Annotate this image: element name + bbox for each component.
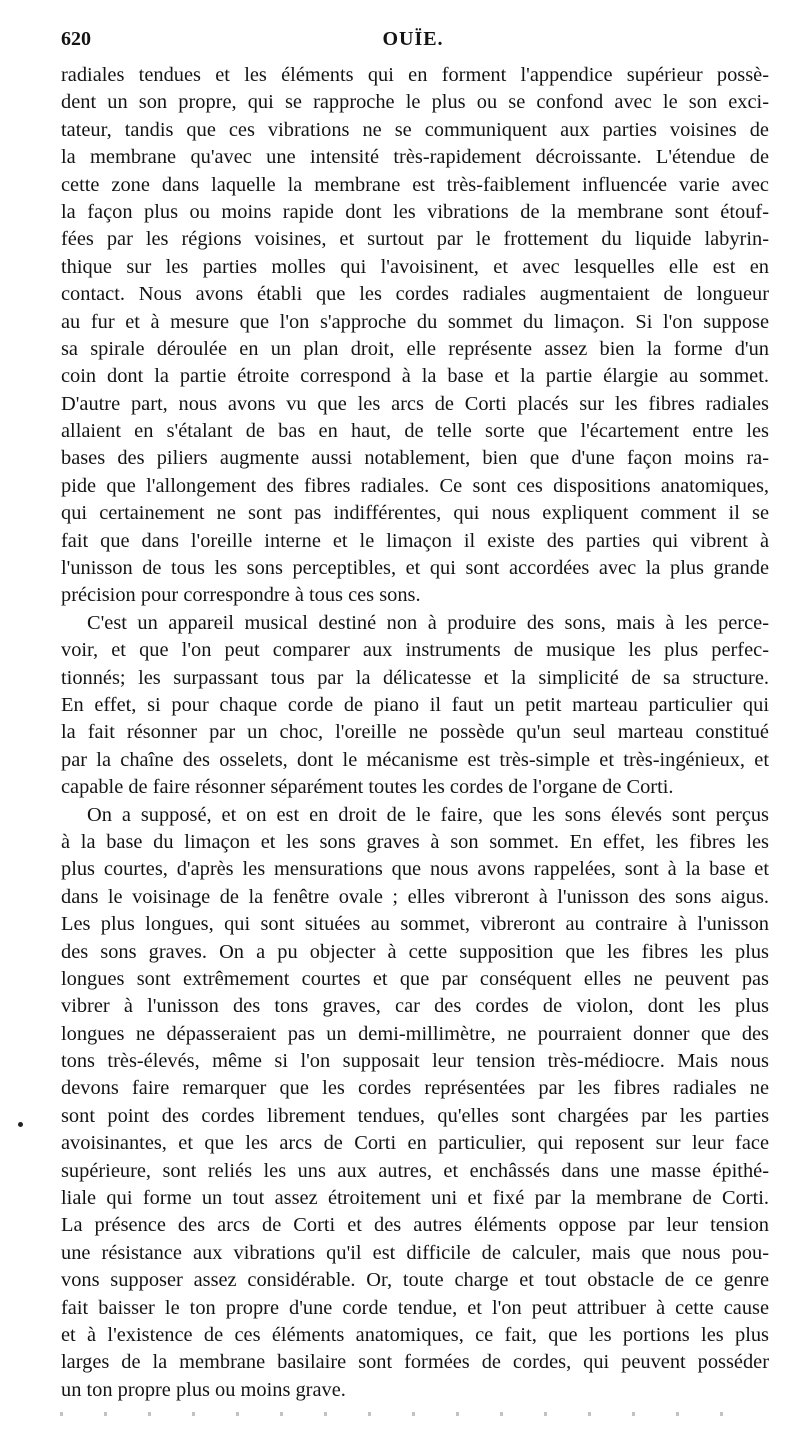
text-line: supérieure, sont reliés les uns aux autres, et enchâssés dans une masse épithé- bbox=[61, 1159, 769, 1182]
text-line: On a supposé, et on est en droit de le faire, que les sons élevés sont perçus bbox=[87, 803, 769, 826]
text-line: C'est un appareil musical destiné non à produire des sons, mais à les perce- bbox=[87, 611, 769, 634]
text-line: vons supposer assez considérable. Or, toute charge et tout obstacle de ce genre bbox=[61, 1269, 769, 1292]
text-line: allaient en s'étalant de bas en haut, de telle sorte que l'écartement entre les bbox=[61, 420, 769, 443]
page-number: 620 bbox=[61, 28, 91, 50]
text-line: La présence des arcs de Corti et des autres éléments oppose par leur tension bbox=[61, 1214, 769, 1237]
text-line: la membrane qu'avec une intensité très-rapidement décroissante. L'étendue de bbox=[61, 146, 769, 169]
text-line: précision pour correspondre à tous ces sons. bbox=[61, 584, 421, 607]
text-line: En effet, si pour chaque corde de piano il faut un petit marteau particulier qui bbox=[61, 693, 769, 716]
text-line: dans le voisinage de la fenêtre ovale ; elles vibreront à l'unisson des sons aigus. bbox=[61, 885, 769, 908]
text-line: voir, et que l'on peut comparer aux instruments de musique les plus perfec- bbox=[61, 639, 769, 662]
text-line: thique sur les parties molles qui l'avoisinent, et avec lesquelles elle est en bbox=[61, 255, 769, 278]
text-line: coin dont la partie étroite correspond à la base et la partie élargie au sommet. bbox=[61, 365, 769, 388]
text-line: fées par les régions voisines, et surtout par le frottement du liquide labyrin- bbox=[61, 228, 769, 251]
text-line: fait baisser le ton propre d'une corde tendue, et l'on peut attribuer à cette cause bbox=[61, 1296, 769, 1319]
margin-mark bbox=[18, 1122, 23, 1127]
paragraph bbox=[61, 802, 769, 1405]
text-line: contact. Nous avons établi que les cordes radiales augmentaient de longueur bbox=[61, 283, 769, 306]
text-line: fait que dans l'oreille interne et le limaçon il existe des parties qui vibrent à bbox=[61, 529, 769, 552]
paragraph bbox=[61, 610, 769, 802]
text-line: devons faire remarquer que les cordes représentées par les fibres radiales ne bbox=[61, 1077, 769, 1100]
text-line: plus courtes, d'après les mensurations que nous avons rappelées, sont à la base et bbox=[61, 858, 769, 881]
text-line: larges de la membrane basilaire sont formées de cordes, qui peuvent posséder bbox=[61, 1351, 769, 1374]
text-line: longues ne dépasseraient pas un demi-millimètre, ne pourraient donner que des bbox=[61, 1022, 769, 1045]
text-line: à la base du limaçon et les sons graves à son sommet. En effet, les fibres les bbox=[61, 830, 769, 853]
text-line: sont point des cordes librement tendues, qu'elles sont chargées par les parties bbox=[61, 1104, 769, 1127]
text-line: l'unisson de tous les sons perceptibles, et qui sont accordées avec la plus grande bbox=[61, 557, 769, 580]
text-line: D'autre part, nous avons vu que les arcs de Corti placés sur les fibres radiales bbox=[61, 392, 769, 415]
text-line: une résistance aux vibrations qu'il est difficile de calculer, mais que nous pou- bbox=[61, 1241, 769, 1264]
text-line: capable de faire résonner séparément toutes les cordes de l'organe de Corti. bbox=[61, 776, 674, 799]
text-line: bases des piliers augmente aussi notablement, bien que d'une façon moins ra- bbox=[61, 447, 769, 470]
text-line: qui certainement ne sont pas indifférentes, qui nous expliquent comment il se bbox=[61, 502, 769, 525]
text-line: tateur, tandis que ces vibrations ne se communiquent aux parties voisines de bbox=[61, 118, 769, 141]
text-line: un ton propre plus ou moins grave. bbox=[61, 1378, 346, 1401]
text-line: des sons graves. On a pu objecter à cette supposition que les fibres les plus bbox=[61, 940, 769, 963]
text-line: et à l'existence de ces éléments anatomiques, ce fait, que les portions les plus bbox=[61, 1323, 769, 1346]
text-line: tons très-élevés, même si l'on supposait leur tension très-médiocre. Mais nous bbox=[61, 1050, 769, 1073]
page-header bbox=[61, 28, 765, 54]
text-line: Les plus longues, qui sont situées au sommet, vibreront au contraire à l'unisson bbox=[61, 913, 769, 936]
text-line: radiales tendues et les éléments qui en forment l'appendice supérieur possè- bbox=[61, 64, 769, 86]
text-line: dent un son propre, qui se rapproche le plus ou se confond avec le son exci- bbox=[61, 91, 769, 114]
running-title: OUÏE. bbox=[382, 28, 444, 50]
text-line: sa spirale déroulée en un plan droit, elle représente assez bien la forme d'un bbox=[61, 337, 769, 360]
text-line: tionnés; les surpassant tous par la délicatesse et la simplicité de sa structure. bbox=[61, 666, 769, 689]
text-line: au fur et à mesure que l'on s'approche du sommet du limaçon. Si l'on suppose bbox=[61, 310, 769, 333]
text-line: longues sont extrêmement courtes et que par conséquent elles ne peuvent pas bbox=[61, 967, 769, 990]
body-text bbox=[61, 62, 769, 1404]
text-line: avoisinantes, et que les arcs de Corti en particulier, qui reposent sur leur face bbox=[61, 1132, 769, 1155]
paragraph bbox=[61, 62, 769, 610]
text-line: pide que l'allongement des fibres radiales. Ce sont ces dispositions anatomiques, bbox=[61, 474, 769, 497]
text-line: cette zone dans laquelle la membrane est très-faiblement influencée varie avec bbox=[61, 173, 769, 196]
text-line: la façon plus ou moins rapide dont les vibrations de la membrane sont étouf- bbox=[61, 200, 769, 223]
text-line: par la chaîne des osselets, dont le mécanisme est très-simple et très-ingénieux, et bbox=[61, 748, 769, 771]
text-line: vibrer à l'unisson des tons graves, car des cordes de violon, dont les plus bbox=[61, 995, 769, 1018]
text-line: liale qui forme un tout assez étroitement uni et fixé par la membrane de Corti. bbox=[61, 1187, 769, 1210]
text-line: la fait résonner par un choc, l'oreille ne possède qu'un seul marteau constitué bbox=[61, 721, 769, 744]
page-bottom-specks bbox=[60, 1412, 750, 1416]
